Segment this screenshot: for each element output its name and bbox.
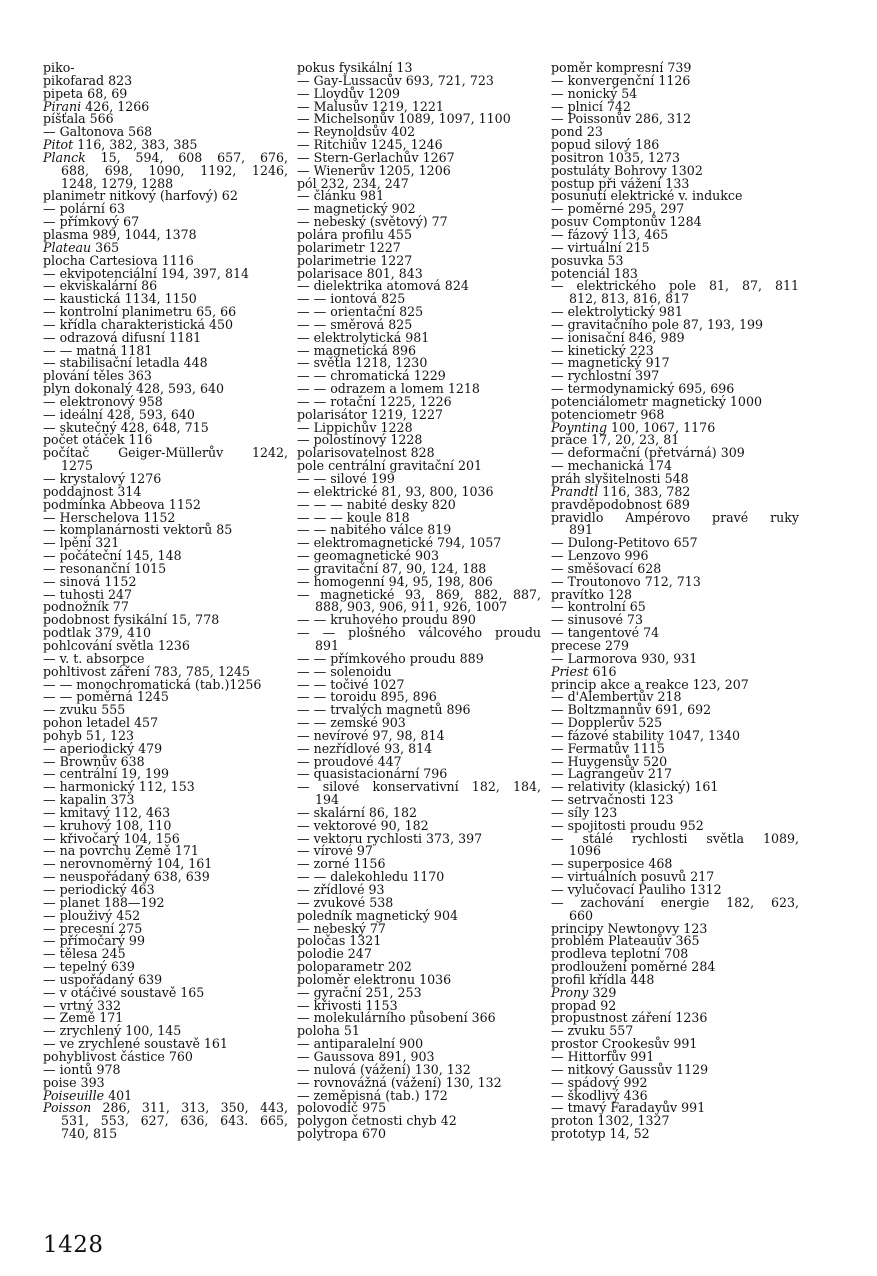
- index-entry: — škodlivý 436: [551, 1087, 648, 1103]
- index-entry: — plouživý 452: [43, 907, 141, 923]
- index-entry: — tangentové 74: [551, 625, 660, 641]
- index-entry: 888, 903, 906, 911, 926, 1007: [315, 599, 508, 615]
- index-entry: — — — nabité desky 820: [297, 496, 456, 512]
- index-entry: — periodický 463: [43, 882, 155, 897]
- index-entry: propustnost záření 1236: [551, 1010, 708, 1026]
- index-entry: plocha Cartesiova 1116: [43, 252, 194, 268]
- index-entry: prototyp 14, 52: [551, 1126, 650, 1142]
- index-entry: — Lippichův 1228: [297, 419, 413, 435]
- index-entry: — zvuku 555: [43, 702, 126, 718]
- index-entry: — Reynoldsův 402: [297, 124, 416, 140]
- index-entry: — Fermatův 1115: [551, 740, 665, 756]
- index-entry: pipeta 68, 69: [43, 85, 128, 101]
- index-entry: — Hittorfův 991: [551, 1048, 655, 1064]
- index-entry: — molekulárního působení 366: [297, 1010, 496, 1026]
- page-number: 1428: [43, 1232, 104, 1258]
- index-entry: — ekviskalární 86: [43, 278, 158, 294]
- index-entry: — Brownův 638: [43, 753, 145, 769]
- index-entry: — nerovnoměrný 104, 161: [43, 856, 213, 872]
- index-entry: — křivosti 1153: [297, 997, 398, 1013]
- index-entry: — — monochromatická (tab.)1256: [43, 676, 262, 692]
- index-entry: — kontrolní planimetru 65, 66: [43, 304, 237, 320]
- index-entry: — — přímkového proudu 889: [297, 650, 484, 666]
- index-entry: — resonanční 1015: [43, 560, 167, 576]
- index-entry: — setrvačnosti 123: [551, 792, 674, 808]
- index-entry: — přímkový 67: [43, 214, 140, 230]
- index-entry: — — orientační 825: [297, 304, 424, 320]
- index-entry: — gravitačního pole 87, 193, 199: [551, 316, 764, 332]
- index-entry: — vektoru rychlosti 373, 397: [297, 830, 483, 846]
- index-entry: — homogenní 94, 95, 198, 806: [297, 573, 493, 589]
- index-entry: — stabilisační letadla 448: [43, 355, 208, 371]
- index-entry: — kinetický 223: [551, 342, 654, 358]
- index-entry: piko-: [43, 60, 75, 75]
- index-entry: polára profilu 455: [297, 226, 412, 242]
- index-entry: — — zemské 903: [297, 715, 406, 731]
- index-entry: — elektrického pole 81, 87, 811: [551, 278, 799, 294]
- index-entry: pond 23: [551, 124, 603, 140]
- index-entry: — planet 188—192: [43, 894, 165, 910]
- index-entry: polarisace 801, 843: [297, 265, 423, 281]
- index-entry: — — točivé 1027: [297, 676, 405, 692]
- index-entry: — elektrické 81, 93, 800, 1036: [297, 483, 494, 499]
- index-entry: — d'Alembertův 218: [551, 689, 682, 705]
- index-entry: — nulová (vážení) 130, 132: [297, 1061, 471, 1077]
- index-entry: — uspořádaný 639: [43, 971, 163, 987]
- index-entry: — vylučovací Pauliho 1312: [551, 882, 722, 897]
- index-entry: pole centrální gravitační 201: [297, 458, 483, 474]
- index-entry: počet otáček 116: [43, 432, 153, 448]
- index-entry: 688, 698, 1090, 1192, 1246,: [61, 162, 288, 178]
- index-entry: — rovnovážná (vážení) 130, 132: [297, 1074, 502, 1090]
- index-entry: popud silový 186: [551, 137, 660, 153]
- index-entry: — kontrolní 65: [551, 599, 646, 615]
- index-entry: Plateau 365: [43, 239, 120, 255]
- index-entry: — termodynamický 695, 696: [551, 381, 735, 397]
- index-entry: profil křídla 448: [551, 971, 655, 987]
- index-entry: Poiseuille 401: [43, 1087, 133, 1103]
- index-entry: potenciometr 968: [551, 406, 665, 422]
- index-entry: pól 232, 234, 247: [297, 175, 409, 191]
- index-entry: — rychlostní 397: [551, 368, 660, 384]
- index-entry: Poisson 286, 311, 313, 350, 443,: [43, 1100, 288, 1116]
- index-entry: 891: [569, 522, 594, 538]
- index-entry: — — nabitého válce 819: [297, 522, 452, 538]
- index-entry: prodloužení poměrné 284: [551, 959, 716, 975]
- index-entry: — zřídlové 93: [297, 882, 385, 897]
- index-entry: polovodič 975: [297, 1100, 387, 1116]
- index-entry: — magnetické 93, 869, 882, 887,: [297, 586, 541, 602]
- index-entry: pravidlo Ampérovo pravé ruky: [551, 509, 799, 525]
- index-entry: — — matná 1181: [43, 342, 153, 358]
- index-entry: — zorné 1156: [297, 856, 386, 872]
- index-entry: — plnicí 742: [551, 98, 631, 114]
- index-entry: — zrychlený 100, 145: [43, 1023, 182, 1039]
- index-entry: Planck 15, 594, 608 657, 676,: [43, 149, 288, 165]
- index-entry: — tělesa 245: [43, 946, 126, 962]
- index-entry: — Gaussova 891, 903: [297, 1048, 435, 1064]
- index-entry: poměr kompresní 739: [551, 60, 692, 75]
- index-entry: pohlcování světla 1236: [43, 637, 190, 653]
- index-entry: — zvuku 557: [551, 1023, 634, 1039]
- index-entry: plasma 989, 1044, 1378: [43, 226, 197, 242]
- index-entry: 740, 815: [61, 1126, 118, 1142]
- index-entry: — magnetická 896: [297, 342, 416, 358]
- index-entry: — síly 123: [551, 804, 618, 820]
- index-entry: — Malusův 1219, 1221: [297, 98, 444, 114]
- index-entry: podobnost fysikální 15, 778: [43, 612, 220, 628]
- index-entry: poledník magnetický 904: [297, 907, 458, 923]
- index-entry: — křivočarý 104, 156: [43, 830, 180, 846]
- index-entry: — iontů 978: [43, 1061, 121, 1077]
- index-entry: — proudové 447: [297, 753, 402, 769]
- index-entry: — Lenzovo 996: [551, 548, 649, 564]
- index-entry: — Lagrangeův 217: [551, 766, 672, 782]
- index-entry: precese 279: [551, 637, 629, 653]
- index-entry: — virtuální 215: [551, 239, 650, 255]
- index-entry: — fázové stability 1047, 1340: [551, 727, 741, 743]
- index-entry: — křídla charakteristická 450: [43, 316, 234, 332]
- index-entry: planimetr nitkový (harfový) 62: [43, 188, 238, 204]
- index-entry: 531, 553, 627, 636, 643. 665,: [61, 1113, 288, 1129]
- index-entry: — elektromagnetické 794, 1057: [297, 535, 502, 551]
- index-entry: 812, 813, 816, 817: [569, 291, 690, 307]
- index-entry: — — solenoidu: [297, 663, 392, 679]
- index-entry: — elektrolytická 981: [297, 329, 430, 345]
- index-entry: — nevírové 97, 98, 814: [297, 727, 445, 743]
- index-entry: — kmitavý 112, 463: [43, 804, 171, 820]
- index-entry: — nebeský (světový) 77: [297, 214, 448, 230]
- index-entry: — — toroidu 895, 896: [297, 689, 437, 705]
- index-entry: — relativity (klasický) 161: [551, 779, 719, 795]
- index-entry: principy Newtonovy 123: [551, 920, 708, 936]
- index-entry: — směšovací 628: [551, 560, 662, 576]
- index-entry: poloparametr 202: [297, 959, 412, 975]
- index-entry: — elektronový 958: [43, 393, 163, 409]
- index-entry: — nitkový Gaussův 1129: [551, 1061, 709, 1077]
- index-entry: pokus fysikální 13: [297, 60, 413, 75]
- index-entry: postup při vážení 133: [551, 175, 690, 191]
- index-entry: — v. t. absorpce: [43, 650, 145, 666]
- index-entry: — Michelsonův 1089, 1097, 1100: [297, 111, 511, 127]
- index-entry: — — chromatická 1229: [297, 368, 446, 384]
- index-entry: — dielektrika atomová 824: [297, 278, 469, 294]
- index-entry: 1248, 1279, 1288: [61, 175, 174, 191]
- index-entry: — silové konservativní 182, 184,: [297, 779, 541, 795]
- index-entry: práh slyšitelnosti 548: [551, 471, 689, 486]
- index-entry: počítač Geiger-Müllerův 1242,: [43, 445, 288, 461]
- index-entry: — elektrolytický 981: [551, 304, 683, 320]
- index-entry: prodleva teplotní 708: [551, 946, 689, 962]
- index-entry: — Galtonova 568: [43, 124, 153, 140]
- index-entry: pohyblivost částice 760: [43, 1048, 193, 1064]
- index-entry: — polární 63: [43, 201, 125, 217]
- index-entry: — spádový 992: [551, 1074, 648, 1090]
- index-entry: poloha 51: [297, 1023, 360, 1039]
- index-entry: — — silové 199: [297, 471, 395, 486]
- index-entry: 660: [569, 907, 594, 923]
- index-column-right: [551, 62, 799, 1141]
- index-entry: — mechanická 174: [551, 458, 673, 474]
- index-entry: Prony 329: [551, 984, 617, 1000]
- index-entry: — precesní 275: [43, 920, 143, 936]
- index-entry: — kapalin 373: [43, 792, 135, 808]
- index-entry: polarimetrie 1227: [297, 252, 413, 268]
- index-entry: — — poměrná 1245: [43, 689, 169, 705]
- index-entry: — vrtný 332: [43, 997, 122, 1013]
- index-entry: — — dalekohledu 1170: [297, 869, 445, 885]
- index-entry: — Poissonův 286, 312: [551, 111, 692, 127]
- index-entry: — virtuálních posuvů 217: [551, 869, 715, 885]
- index-entry: polarimetr 1227: [297, 239, 401, 255]
- index-entry: — zeměpisná (tab.) 172: [297, 1087, 448, 1103]
- index-entry: Priest 616: [551, 663, 617, 679]
- index-entry: polygon četnosti chyb 42: [297, 1113, 457, 1129]
- index-column-middle: [297, 62, 541, 1141]
- index-entry: — Wienerův 1205, 1206: [297, 162, 451, 178]
- index-entry: — polostínový 1228: [297, 432, 423, 448]
- index-entry: — skalární 86, 182: [297, 804, 417, 820]
- index-entry: — Dopplerův 525: [551, 715, 663, 731]
- index-entry: — tuhosti 247: [43, 586, 133, 602]
- index-entry: — světla 1218, 1230: [297, 355, 428, 371]
- index-entry: — skutečný 428, 648, 715: [43, 419, 209, 435]
- index-entry: poddajnost 314: [43, 483, 142, 499]
- index-entry: Pirani 426, 1266: [43, 98, 150, 114]
- index-entry: — počáteční 145, 148: [43, 548, 182, 564]
- index-entry: — Larmorova 930, 931: [551, 650, 698, 666]
- index-entry: pohon letadel 457: [43, 715, 159, 731]
- index-entry: 1096: [569, 843, 602, 859]
- index-entry: — lpění 321: [43, 535, 120, 551]
- index-entry: — článku 981: [297, 188, 385, 204]
- index-entry: proton 1302, 1327: [551, 1113, 670, 1129]
- index-entry: — neuspořádaný 638, 639: [43, 869, 210, 885]
- index-entry: problém Plateauův 365: [551, 933, 700, 949]
- index-entry: — superposice 468: [551, 856, 673, 872]
- index-entry: — ionisační 846, 989: [551, 329, 685, 345]
- index-entry: — odrazová difusní 1181: [43, 329, 202, 345]
- index-entry: — — — koule 818: [297, 509, 410, 525]
- index-entry: Prandtl 116, 383, 782: [551, 483, 691, 499]
- index-entry: — — iontová 825: [297, 291, 406, 307]
- index-entry: — komplanárnosti vektorů 85: [43, 522, 233, 538]
- index-entry: — vírové 97: [297, 843, 373, 859]
- index-entry: — konvergenční 1126: [551, 72, 691, 88]
- index-entry: — Země 171: [43, 1010, 124, 1026]
- index-entry: pikofarad 823: [43, 72, 133, 88]
- index-entry: — sinová 1152: [43, 573, 137, 589]
- index-entry: — zachování energie 182, 623,: [551, 894, 799, 910]
- index-entry: — na povrchu Země 171: [43, 843, 199, 859]
- index-entry: 891: [315, 637, 340, 653]
- index-entry: — ve zrychlené soustavě 161: [43, 1036, 228, 1052]
- index-entry: — Dulong-Petitovo 657: [551, 535, 698, 551]
- index-entry: — Gay-Lussacův 693, 721, 723: [297, 72, 494, 88]
- index-entry: potenciál 183: [551, 265, 638, 281]
- index-entry: posuvka 53: [551, 252, 624, 268]
- index-entry: — zvukové 538: [297, 894, 394, 910]
- index-entry: — přímočarý 99: [43, 933, 145, 949]
- index-entry: pohltivost záření 783, 785, 1245: [43, 663, 250, 679]
- index-entry: prostor Crookesův 991: [551, 1036, 698, 1052]
- index-entry: — magnetický 902: [297, 201, 416, 217]
- index-entry: — — plošného válcového proudu: [297, 625, 541, 641]
- index-entry: — Ritchiův 1245, 1246: [297, 137, 443, 153]
- index-entry: — — odrazem a lomem 1218: [297, 381, 480, 397]
- index-entry: práce 17, 20, 23, 81: [551, 432, 680, 448]
- index-entry: — — směrová 825: [297, 316, 413, 332]
- index-entry: podtlak 379, 410: [43, 625, 152, 641]
- index-column-left: [43, 62, 288, 1141]
- index-entry: — Boltzmannův 691, 692: [551, 702, 712, 718]
- index-entry: — gravitační 87, 90, 124, 188: [297, 560, 487, 576]
- index-entry: — nebeský 77: [297, 920, 386, 936]
- index-entry: — magnetický 917: [551, 355, 670, 371]
- index-entry: polodie 247: [297, 946, 372, 962]
- index-entry: — — kruhového proudu 890: [297, 612, 476, 628]
- index-entry: — aperiodický 479: [43, 740, 163, 756]
- index-entry: — deformační (přetvárná) 309: [551, 445, 745, 461]
- index-entry: — tmavý Faradayův 991: [551, 1100, 706, 1116]
- index-entry: — Stern-Gerlachův 1267: [297, 149, 455, 165]
- index-entry: plování těles 363: [43, 368, 152, 384]
- index-entry: — ideální 428, 593, 640: [43, 406, 195, 422]
- index-entry: propad 92: [551, 997, 617, 1013]
- index-entry: poise 393: [43, 1074, 105, 1090]
- index-entry: potenciálometr magnetický 1000: [551, 393, 762, 409]
- index-entry: 194: [315, 792, 340, 808]
- index-entry: — geomagnetické 903: [297, 548, 440, 564]
- index-entry: — — trvalých magnetů 896: [297, 702, 471, 718]
- index-entry: — ekvipotenciální 194, 397, 814: [43, 265, 249, 281]
- index-entry: — Lloydův 1209: [297, 85, 401, 101]
- index-entry: — vektorové 90, 182: [297, 817, 429, 833]
- index-entry: plyn dokonalý 428, 593, 640: [43, 381, 225, 397]
- index-entry: polarisovatelnost 828: [297, 445, 435, 461]
- index-entry: — quasistacionární 796: [297, 766, 448, 782]
- index-entry: — poměrné 295, 297: [551, 201, 685, 217]
- index-entry: — gyrační 251, 253: [297, 984, 422, 1000]
- index-entry: polytropa 670: [297, 1126, 387, 1142]
- index-entry: — Huygensův 520: [551, 753, 668, 769]
- index-entry: podnožník 77: [43, 599, 129, 615]
- index-entry: — harmonický 112, 153: [43, 779, 195, 795]
- index-entry: — Herschelova 1152: [43, 509, 176, 525]
- index-entry: polarisátor 1219, 1227: [297, 406, 443, 422]
- index-entry: — fázový 113, 465: [551, 226, 669, 242]
- index-entry: — centrální 19, 199: [43, 766, 170, 782]
- index-entry: posuv Comptonův 1284: [551, 214, 702, 230]
- index-entry: pohyb 51, 123: [43, 727, 135, 743]
- index-entry: — stálé rychlosti světla 1089,: [551, 830, 799, 846]
- index-entry: — kaustická 1134, 1150: [43, 291, 197, 307]
- index-entry: — Troutonovo 712, 713: [551, 573, 701, 589]
- index-entry: — krystalový 1276: [43, 471, 162, 486]
- index-entry: poloměr elektronu 1036: [297, 971, 452, 987]
- index-entry: princip akce a reakce 123, 207: [551, 676, 749, 692]
- index-entry: — tepelný 639: [43, 959, 135, 975]
- index-entry: postuláty Bohrovy 1302: [551, 162, 703, 178]
- index-entry: píšťala 566: [43, 111, 114, 127]
- index-entry: poločas 1321: [297, 933, 382, 949]
- index-entry: — nezřídlové 93, 814: [297, 740, 433, 756]
- index-entry: positron 1035, 1273: [551, 149, 681, 165]
- index-entry: Pitot 116, 382, 383, 385: [43, 137, 198, 153]
- index-entry: posunutí elektrické v. indukce: [551, 188, 743, 204]
- index-entry: pravítko 128: [551, 586, 633, 602]
- index-entry: — sinusové 73: [551, 612, 643, 628]
- index-entry: 1275: [61, 458, 94, 474]
- index-entry: — kruhový 108, 110: [43, 817, 172, 833]
- index-entry: — — rotační 1225, 1226: [297, 393, 452, 409]
- index-entry: Poynting 100, 1067, 1176: [551, 419, 716, 435]
- index-entry: pravděpodobnost 689: [551, 496, 690, 512]
- index-entry: — nonický 54: [551, 85, 638, 101]
- index-entry: — v otáčivé soustavě 165: [43, 984, 205, 1000]
- index-entry: podmínka Abbeova 1152: [43, 496, 201, 512]
- index-entry: — antiparalelní 900: [297, 1036, 424, 1052]
- index-entry: — spojitosti proudu 952: [551, 817, 704, 833]
